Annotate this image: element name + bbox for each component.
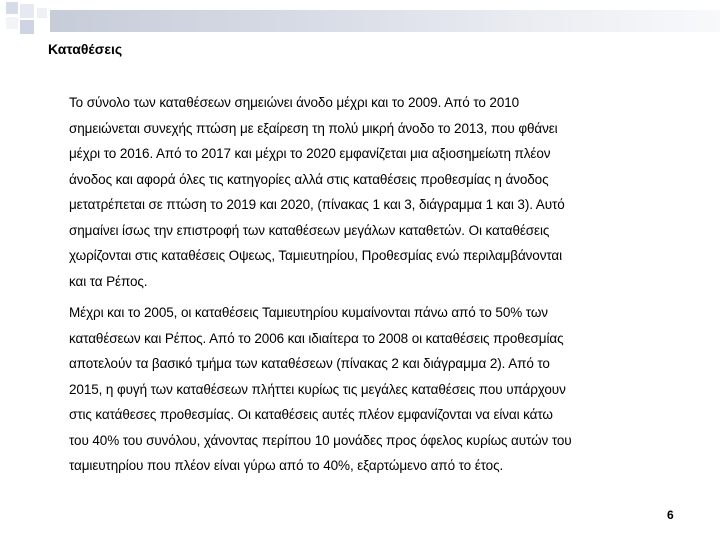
text-line: του 40% του συνόλου, χάνοντας περίπου 10 μονάδες προς όφελος κυρίως αυτών του (69, 432, 572, 448)
body-text (69, 90, 689, 479)
decor-square (37, 8, 47, 18)
text-line: μετατρέπεται σε πτώση το 2019 και 2020, (πίνακας 1 και 3, διάγραμμα 1 και 3). Αυτό (69, 197, 565, 212)
decor-square (6, 17, 18, 29)
text-line: καταθέσεων και Ρέπος. Από το 2006 και ιδιαίτερα το 2008 οι καταθέσεις προθεσμίας (69, 330, 564, 346)
decor-square (6, 2, 18, 14)
header-gradient-bar (50, 10, 720, 32)
text-line: χωρίζονται στις καταθέσεις Οψεως, Ταμιευτηρίου, Προθεσμίας ενώ περιλαμβάνονται (69, 248, 562, 263)
page-number: 6 (667, 508, 674, 522)
text-line: Το σύνολο των καταθέσεων σημειώνει άνοδο μέχρι και το 2009. Από το 2010 (69, 95, 520, 110)
decor-square (20, 20, 34, 34)
text-line: αποτελούν τα βασικό τμήμα των καταθέσεων (πίνακας 2 και διάγραμμα 2). Από το (69, 356, 550, 371)
text-line: Μέχρι και το 2005, οι καταθέσεις Ταμιευτηρίου κυμαίνονται πάνω από το 50% των (69, 305, 548, 320)
text-line: μέχρι το 2016. Από το 2017 και μέχρι το 2020 εμφανίζεται μια αξιοσημείωτη πλέον (69, 146, 551, 161)
text-line: στις κατάθεσες προθεσμίας. Οι καταθέσεις αυτές πλέον εμφανίζονται να είναι κάτω (69, 407, 553, 422)
paragraph-1 (69, 90, 689, 294)
text-line: και τα Ρέπος. (69, 273, 148, 289)
decor-square (20, 4, 34, 18)
header-decoration (0, 0, 720, 40)
paragraph-2 (69, 300, 689, 479)
text-line: άνοδος και αφορά όλες τις κατηγορίες αλλά στις καταθέσεις προθεσμίας η άνοδος (69, 171, 549, 187)
text-line: σημαίνει ίσως την επιστροφή των καταθέσεων μεγάλων καταθετών. Οι καταθέσεις (69, 222, 550, 238)
text-line: ταμιευτηρίου που πλέον είναι γύρω από το 40%, εξαρτώμενο από το έτος. (69, 458, 504, 473)
text-line: 2015, η φυγή των καταθέσεων πλήττει κυρίως τις μεγάλες καταθέσεις που υπάρχουν (69, 381, 566, 397)
text-line: σημειώνεται συνεχής πτώση με εξαίρεση τη πολύ μικρή άνοδο το 2013, που φθάνει (69, 120, 558, 136)
slide-title: Καταθέσεις (48, 41, 123, 57)
